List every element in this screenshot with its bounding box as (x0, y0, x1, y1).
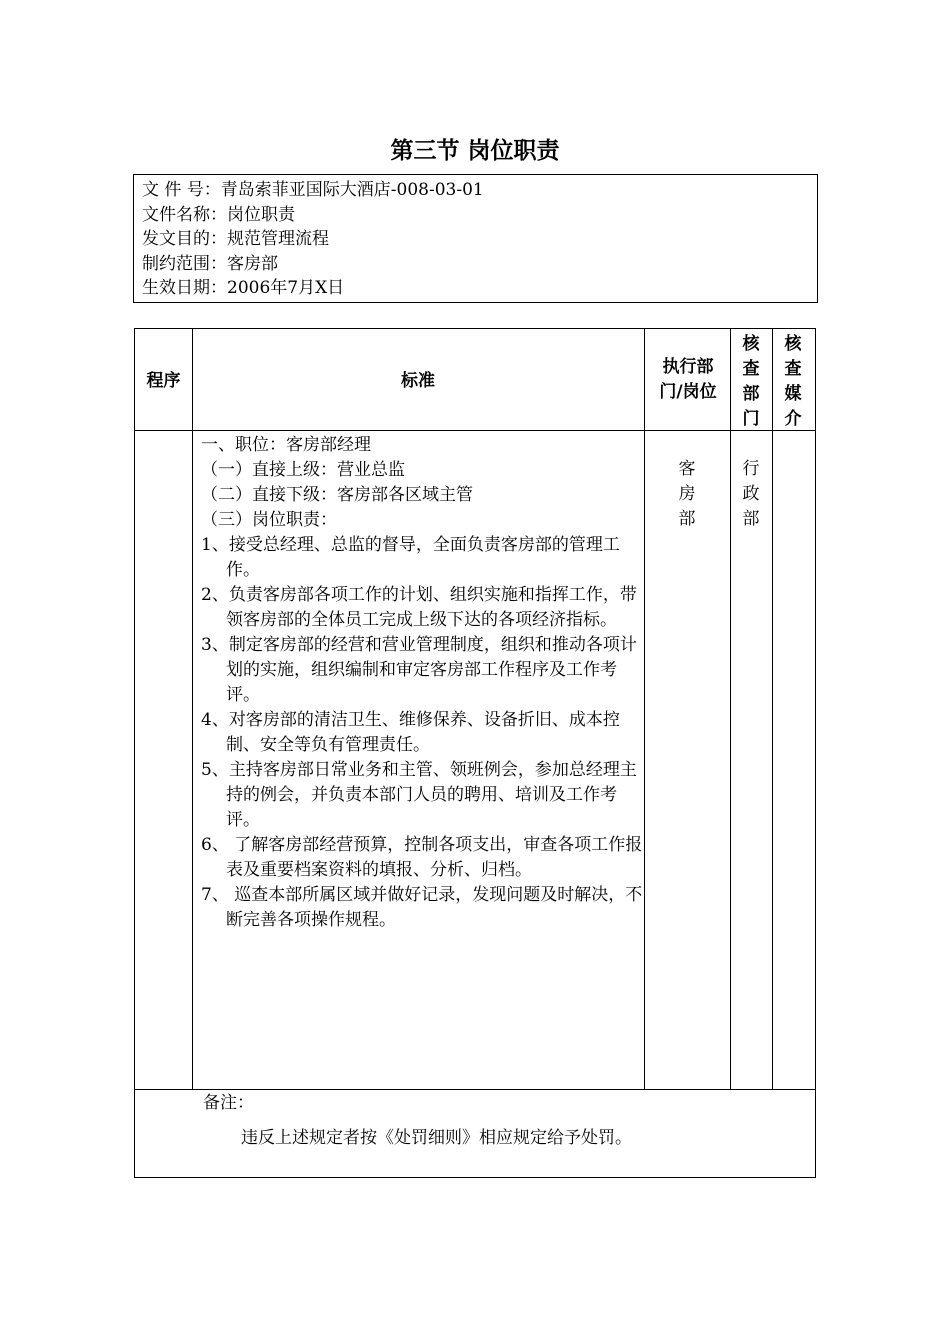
duty-item: 1、接受总经理、总监的督导，全面负责客房部的管理工作。 (201, 535, 620, 580)
subordinate-line: （二）直接下级：客房部各区域主管 (201, 485, 473, 505)
duty-item: 5、主持客房部日常业务和主管、领班例会，参加总经理主持的例会，并负责本部门人员的聘用、培训及工作考评。 (201, 760, 637, 830)
file-number: 文 件 号：青岛索菲亚国际大酒店-008-03-01 (142, 180, 484, 200)
check-dept-value: 行政部 (742, 459, 760, 529)
duty-item: 3、制定客房部的经营和营业管理制度，组织和推动各项计划的实施，组织编制和审定客房部工作程序及工作考评。 (201, 635, 637, 705)
header-check-media: 核查媒介 (784, 334, 802, 429)
column-divider (772, 329, 773, 1089)
duty-item: 4、对客房部的清洁卫生、维修保养、设备折旧、成本控制、安全等负有管理责任。 (201, 710, 620, 755)
column-divider (730, 329, 731, 1089)
superior-line: （一）直接上级：营业总监 (201, 460, 405, 480)
page-title: 第三节 岗位职责 (390, 138, 560, 164)
header-exec-dept: 执行部门/岗位 (659, 357, 717, 402)
header-divider (135, 430, 815, 431)
column-divider (192, 329, 193, 1089)
note-label: 备注： (203, 1093, 254, 1113)
duties-heading: （三）岗位职责： (201, 510, 337, 530)
exec-dept-value: 客房部 (678, 459, 696, 529)
document-info-box (133, 174, 818, 303)
notes-divider (135, 1089, 815, 1090)
document-scope: 制约范围：客房部 (142, 253, 278, 274)
effective-date: 生效日期：2006年7月X日 (142, 278, 345, 298)
duty-item: 7、 巡查本部所属区域并做好记录，发现问题及时解决，不断完善各项操作规程。 (201, 885, 643, 930)
duty-item: 2、负责客房部各项工作的计划、组织实施和指挥工作，带领客房部的全体员工完成上级下达的各项经济指标。 (201, 585, 637, 630)
duty-table (134, 328, 816, 1178)
header-check-dept: 核查部门 (742, 334, 760, 429)
duty-item: 6、 了解客房部经营预算，控制各项支出，审查各项工作报表及重要档案资料的填报、分析、归档。 (201, 835, 643, 880)
note-text: 违反上述规定者按《处罚细则》相应规定给予处罚。 (241, 1128, 632, 1148)
file-name: 文件名称：岗位职责 (142, 204, 295, 225)
standard-content (201, 433, 646, 933)
position-line: 一、职位：客房部经理 (201, 435, 371, 455)
header-standard: 标准 (401, 371, 435, 391)
header-procedure: 程序 (146, 371, 181, 391)
document-purpose: 发文目的：规范管理流程 (142, 229, 329, 249)
